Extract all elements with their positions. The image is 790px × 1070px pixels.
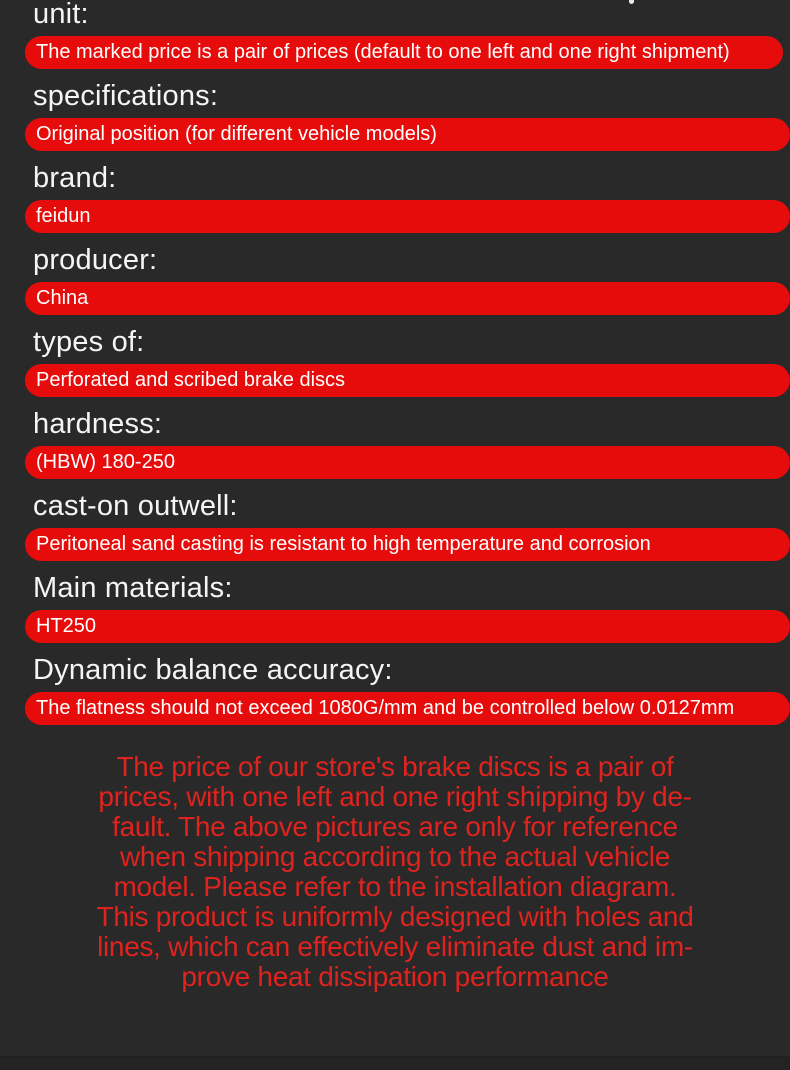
spec-label-brand: brand:: [33, 162, 117, 194]
spec-section-specifications: [0, 80, 790, 151]
spec-label-balance: Dynamic balance accuracy:: [33, 654, 393, 686]
shipping-notice-paragraph: [0, 752, 790, 992]
notice-line: The price of our store's brake discs is a pair of: [116, 751, 674, 782]
spec-section-hardness: [0, 408, 790, 479]
spec-section-unit: [0, 0, 790, 69]
spec-section-balance: [0, 654, 790, 725]
spec-value-unit: The marked price is a pair of prices (default to one left and one right shipment): [25, 36, 783, 69]
notice-line: This product is uniformly designed with holes and: [96, 901, 694, 932]
spec-label-casting: cast-on outwell:: [33, 490, 238, 522]
spec-label-materials: Main materials:: [33, 572, 233, 604]
spec-value-specifications: Original position (for different vehicle models): [25, 118, 790, 151]
spec-section-casting: [0, 490, 790, 561]
notice-line: lines, which can effectively eliminate dust and im-: [97, 931, 693, 962]
spec-value-casting: Peritoneal sand casting is resistant to high temperature and corrosion: [25, 528, 790, 561]
spec-value-hardness: (HBW) 180-250: [25, 446, 790, 479]
spec-value-types: Perforated and scribed brake discs: [25, 364, 790, 397]
spec-value-producer: China: [25, 282, 790, 315]
spec-label-specifications: specifications:: [33, 80, 219, 112]
notice-line: when shipping according to the actual vehicle: [120, 841, 670, 872]
notice-line: model. Please refer to the installation diagram.: [113, 871, 677, 902]
notice-line: fault. The above pictures are only for reference: [112, 811, 678, 842]
footer-strip: [0, 1056, 790, 1070]
spec-value-materials: HT250: [25, 610, 790, 643]
spec-section-types: [0, 326, 790, 397]
notice-line: prove heat dissipation performance: [181, 961, 609, 992]
spec-label-unit: unit:: [33, 0, 89, 30]
spec-value-balance: The flatness should not exceed 1080G/mm and be controlled below 0.0127mm: [25, 692, 790, 725]
spec-section-brand: [0, 162, 790, 233]
spec-value-brand: feidun: [25, 200, 790, 233]
spec-label-producer: producer:: [33, 244, 158, 276]
spec-label-hardness: hardness:: [33, 408, 163, 440]
spec-section-materials: [0, 572, 790, 643]
spec-section-producer: [0, 244, 790, 315]
spec-label-types: types of:: [33, 326, 145, 358]
notice-line: prices, with one left and one right shipping by de-: [98, 781, 692, 812]
